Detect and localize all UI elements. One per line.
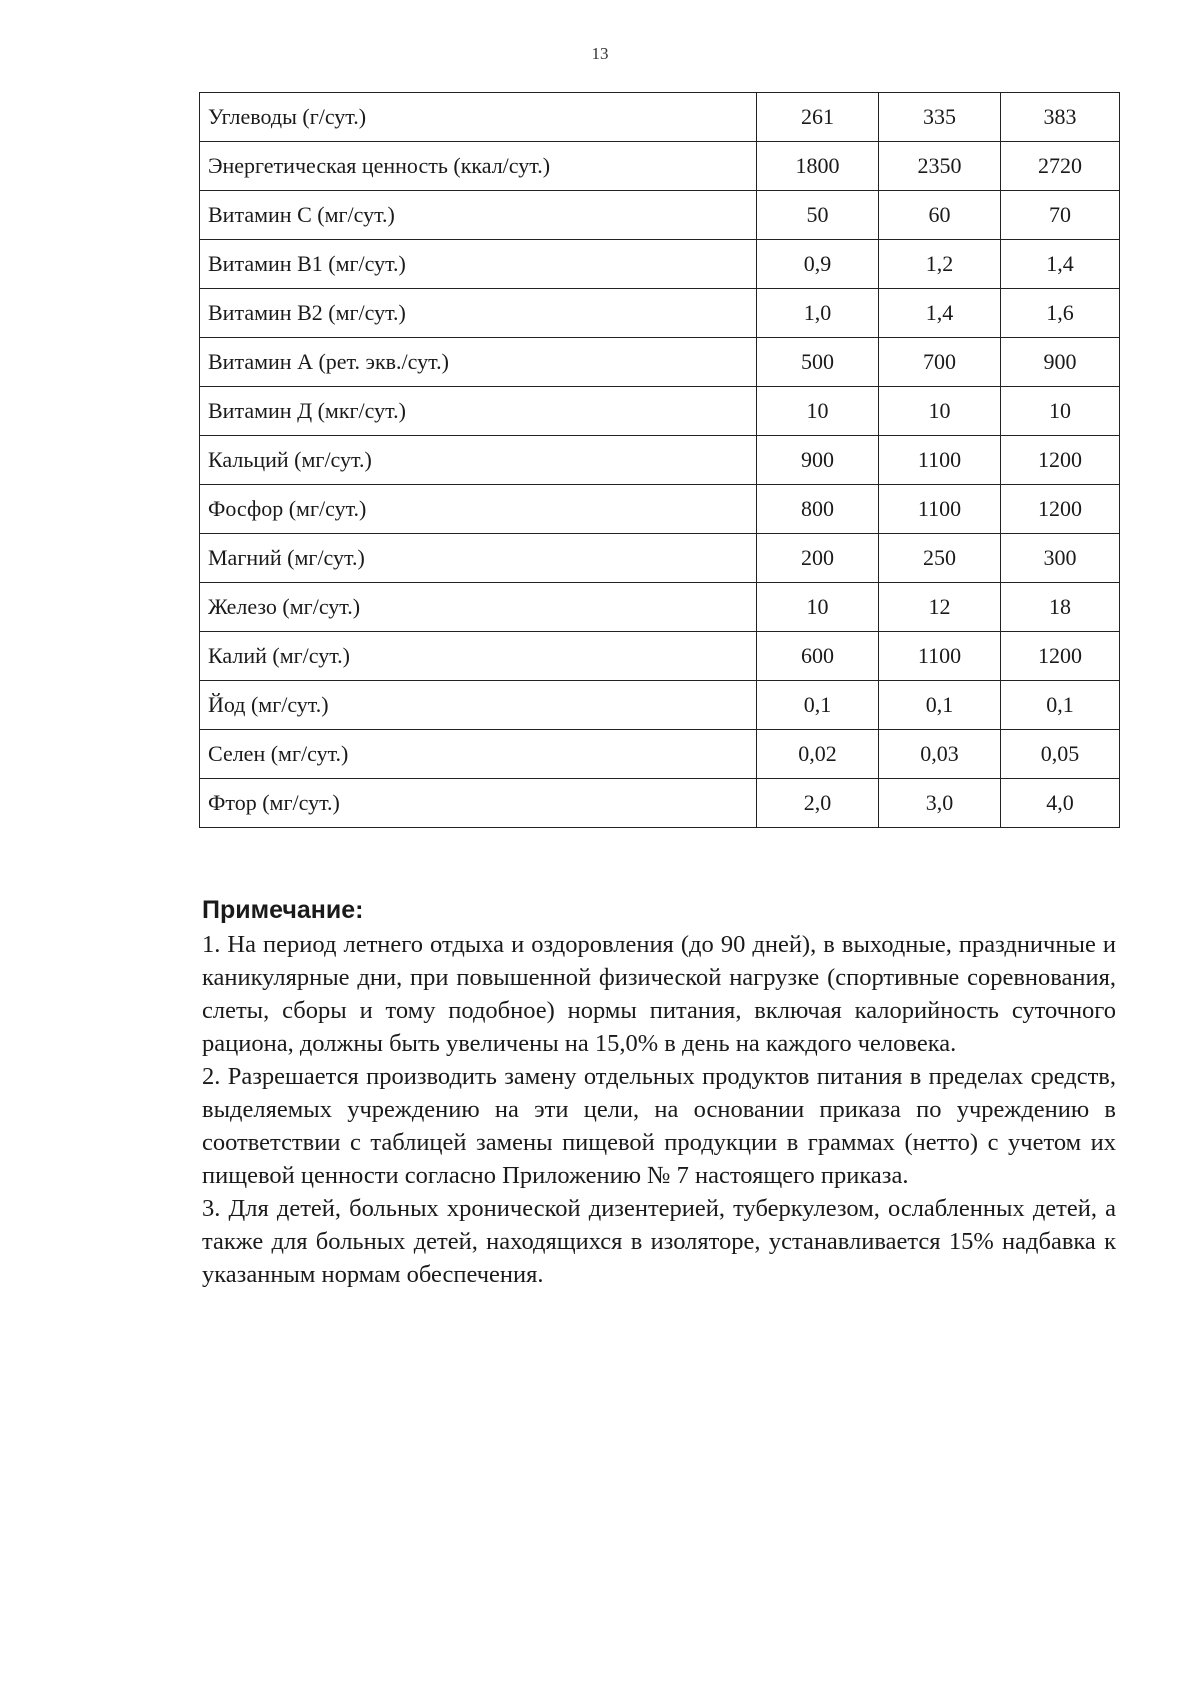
value-cell: 700 [879, 338, 1001, 387]
nutrient-name-cell: Витамин А (рет. экв./сут.) [200, 338, 757, 387]
nutrient-name-cell: Йод (мг/сут.) [200, 681, 757, 730]
value-cell: 1200 [1001, 485, 1120, 534]
value-cell: 1,0 [757, 289, 879, 338]
value-cell: 2,0 [757, 779, 879, 828]
value-cell: 10 [757, 583, 879, 632]
value-cell: 261 [757, 93, 879, 142]
value-cell: 800 [757, 485, 879, 534]
nutrient-name-cell: Витамин В1 (мг/сут.) [200, 240, 757, 289]
table-row [200, 534, 1120, 583]
table-row [200, 632, 1120, 681]
nutrient-name-cell: Фосфор (мг/сут.) [200, 485, 757, 534]
nutrient-name-cell: Фтор (мг/сут.) [200, 779, 757, 828]
value-cell: 900 [757, 436, 879, 485]
value-cell: 1,4 [879, 289, 1001, 338]
value-cell: 1200 [1001, 632, 1120, 681]
value-cell: 200 [757, 534, 879, 583]
value-cell: 2350 [879, 142, 1001, 191]
nutrient-name-cell: Витамин Д (мкг/сут.) [200, 387, 757, 436]
value-cell: 60 [879, 191, 1001, 240]
nutrient-name-cell: Кальций (мг/сут.) [200, 436, 757, 485]
nutrient-name-cell: Витамин В2 (мг/сут.) [200, 289, 757, 338]
table-row [200, 485, 1120, 534]
note-item-1: 1. На период летнего отдыха и оздоровления (до 90 дней), в выходные, праздничные и каникулярные дни, при повышенной физической нагрузке (спортивные соревнования, слеты, сборы и тому подобное) нормы питания, включая калорийность суточного рациона, должны быть увеличены на 15,0% в день на каждого человека. [202, 931, 1116, 1057]
table-row [200, 387, 1120, 436]
nutrient-name-cell: Железо (мг/сут.) [200, 583, 757, 632]
value-cell: 500 [757, 338, 879, 387]
note-item-2: 2. Разрешается производить замену отдельных продуктов питания в пределах средств, выделяемых учреждению на эти цели, на основании приказа по учреждению в соответствии с таблицей замены пищевой продукции в граммах (нетто) с учетом их пищевой ценности согласно Приложению № 7 настоящего приказа. [202, 1063, 1116, 1189]
value-cell: 12 [879, 583, 1001, 632]
value-cell: 383 [1001, 93, 1120, 142]
nutrient-name-cell: Калий (мг/сут.) [200, 632, 757, 681]
table-row [200, 436, 1120, 485]
nutrient-name-cell: Витамин С (мг/сут.) [200, 191, 757, 240]
note-item-3: 3. Для детей, больных хронической дизентерией, туберкулезом, ослабленных детей, а также для больных детей, находящихся в изоляторе, устанавливается 15% надбавка к указанным нормам обеспечения. [202, 1195, 1116, 1288]
value-cell: 1100 [879, 436, 1001, 485]
nutrition-norms-table [199, 92, 1120, 828]
value-cell: 0,1 [879, 681, 1001, 730]
value-cell: 0,9 [757, 240, 879, 289]
value-cell: 10 [879, 387, 1001, 436]
value-cell: 4,0 [1001, 779, 1120, 828]
nutrient-name-cell: Углеводы (г/сут.) [200, 93, 757, 142]
notes-title: Примечание: [202, 896, 364, 924]
value-cell: 0,1 [1001, 681, 1120, 730]
value-cell: 300 [1001, 534, 1120, 583]
table-row [200, 289, 1120, 338]
value-cell: 1100 [879, 632, 1001, 681]
value-cell: 0,03 [879, 730, 1001, 779]
nutrient-name-cell: Селен (мг/сут.) [200, 730, 757, 779]
table-row [200, 583, 1120, 632]
table-body [200, 93, 1120, 828]
table-row [200, 142, 1120, 191]
notes-section [202, 892, 1116, 1291]
value-cell: 1,6 [1001, 289, 1120, 338]
value-cell: 1,2 [879, 240, 1001, 289]
table-row [200, 338, 1120, 387]
value-cell: 3,0 [879, 779, 1001, 828]
value-cell: 0,05 [1001, 730, 1120, 779]
value-cell: 70 [1001, 191, 1120, 240]
value-cell: 0,02 [757, 730, 879, 779]
value-cell: 335 [879, 93, 1001, 142]
value-cell: 600 [757, 632, 879, 681]
page-number: 13 [591, 44, 609, 63]
value-cell: 0,1 [757, 681, 879, 730]
value-cell: 2720 [1001, 142, 1120, 191]
value-cell: 1,4 [1001, 240, 1120, 289]
value-cell: 18 [1001, 583, 1120, 632]
value-cell: 1200 [1001, 436, 1120, 485]
value-cell: 1800 [757, 142, 879, 191]
table-row [200, 681, 1120, 730]
value-cell: 10 [757, 387, 879, 436]
value-cell: 10 [1001, 387, 1120, 436]
value-cell: 900 [1001, 338, 1120, 387]
value-cell: 50 [757, 191, 879, 240]
table-row [200, 93, 1120, 142]
value-cell: 1100 [879, 485, 1001, 534]
table-row [200, 730, 1120, 779]
table-row [200, 779, 1120, 828]
table-row [200, 191, 1120, 240]
table-row [200, 240, 1120, 289]
value-cell: 250 [879, 534, 1001, 583]
nutrient-name-cell: Магний (мг/сут.) [200, 534, 757, 583]
nutrient-name-cell: Энергетическая ценность (ккал/сут.) [200, 142, 757, 191]
